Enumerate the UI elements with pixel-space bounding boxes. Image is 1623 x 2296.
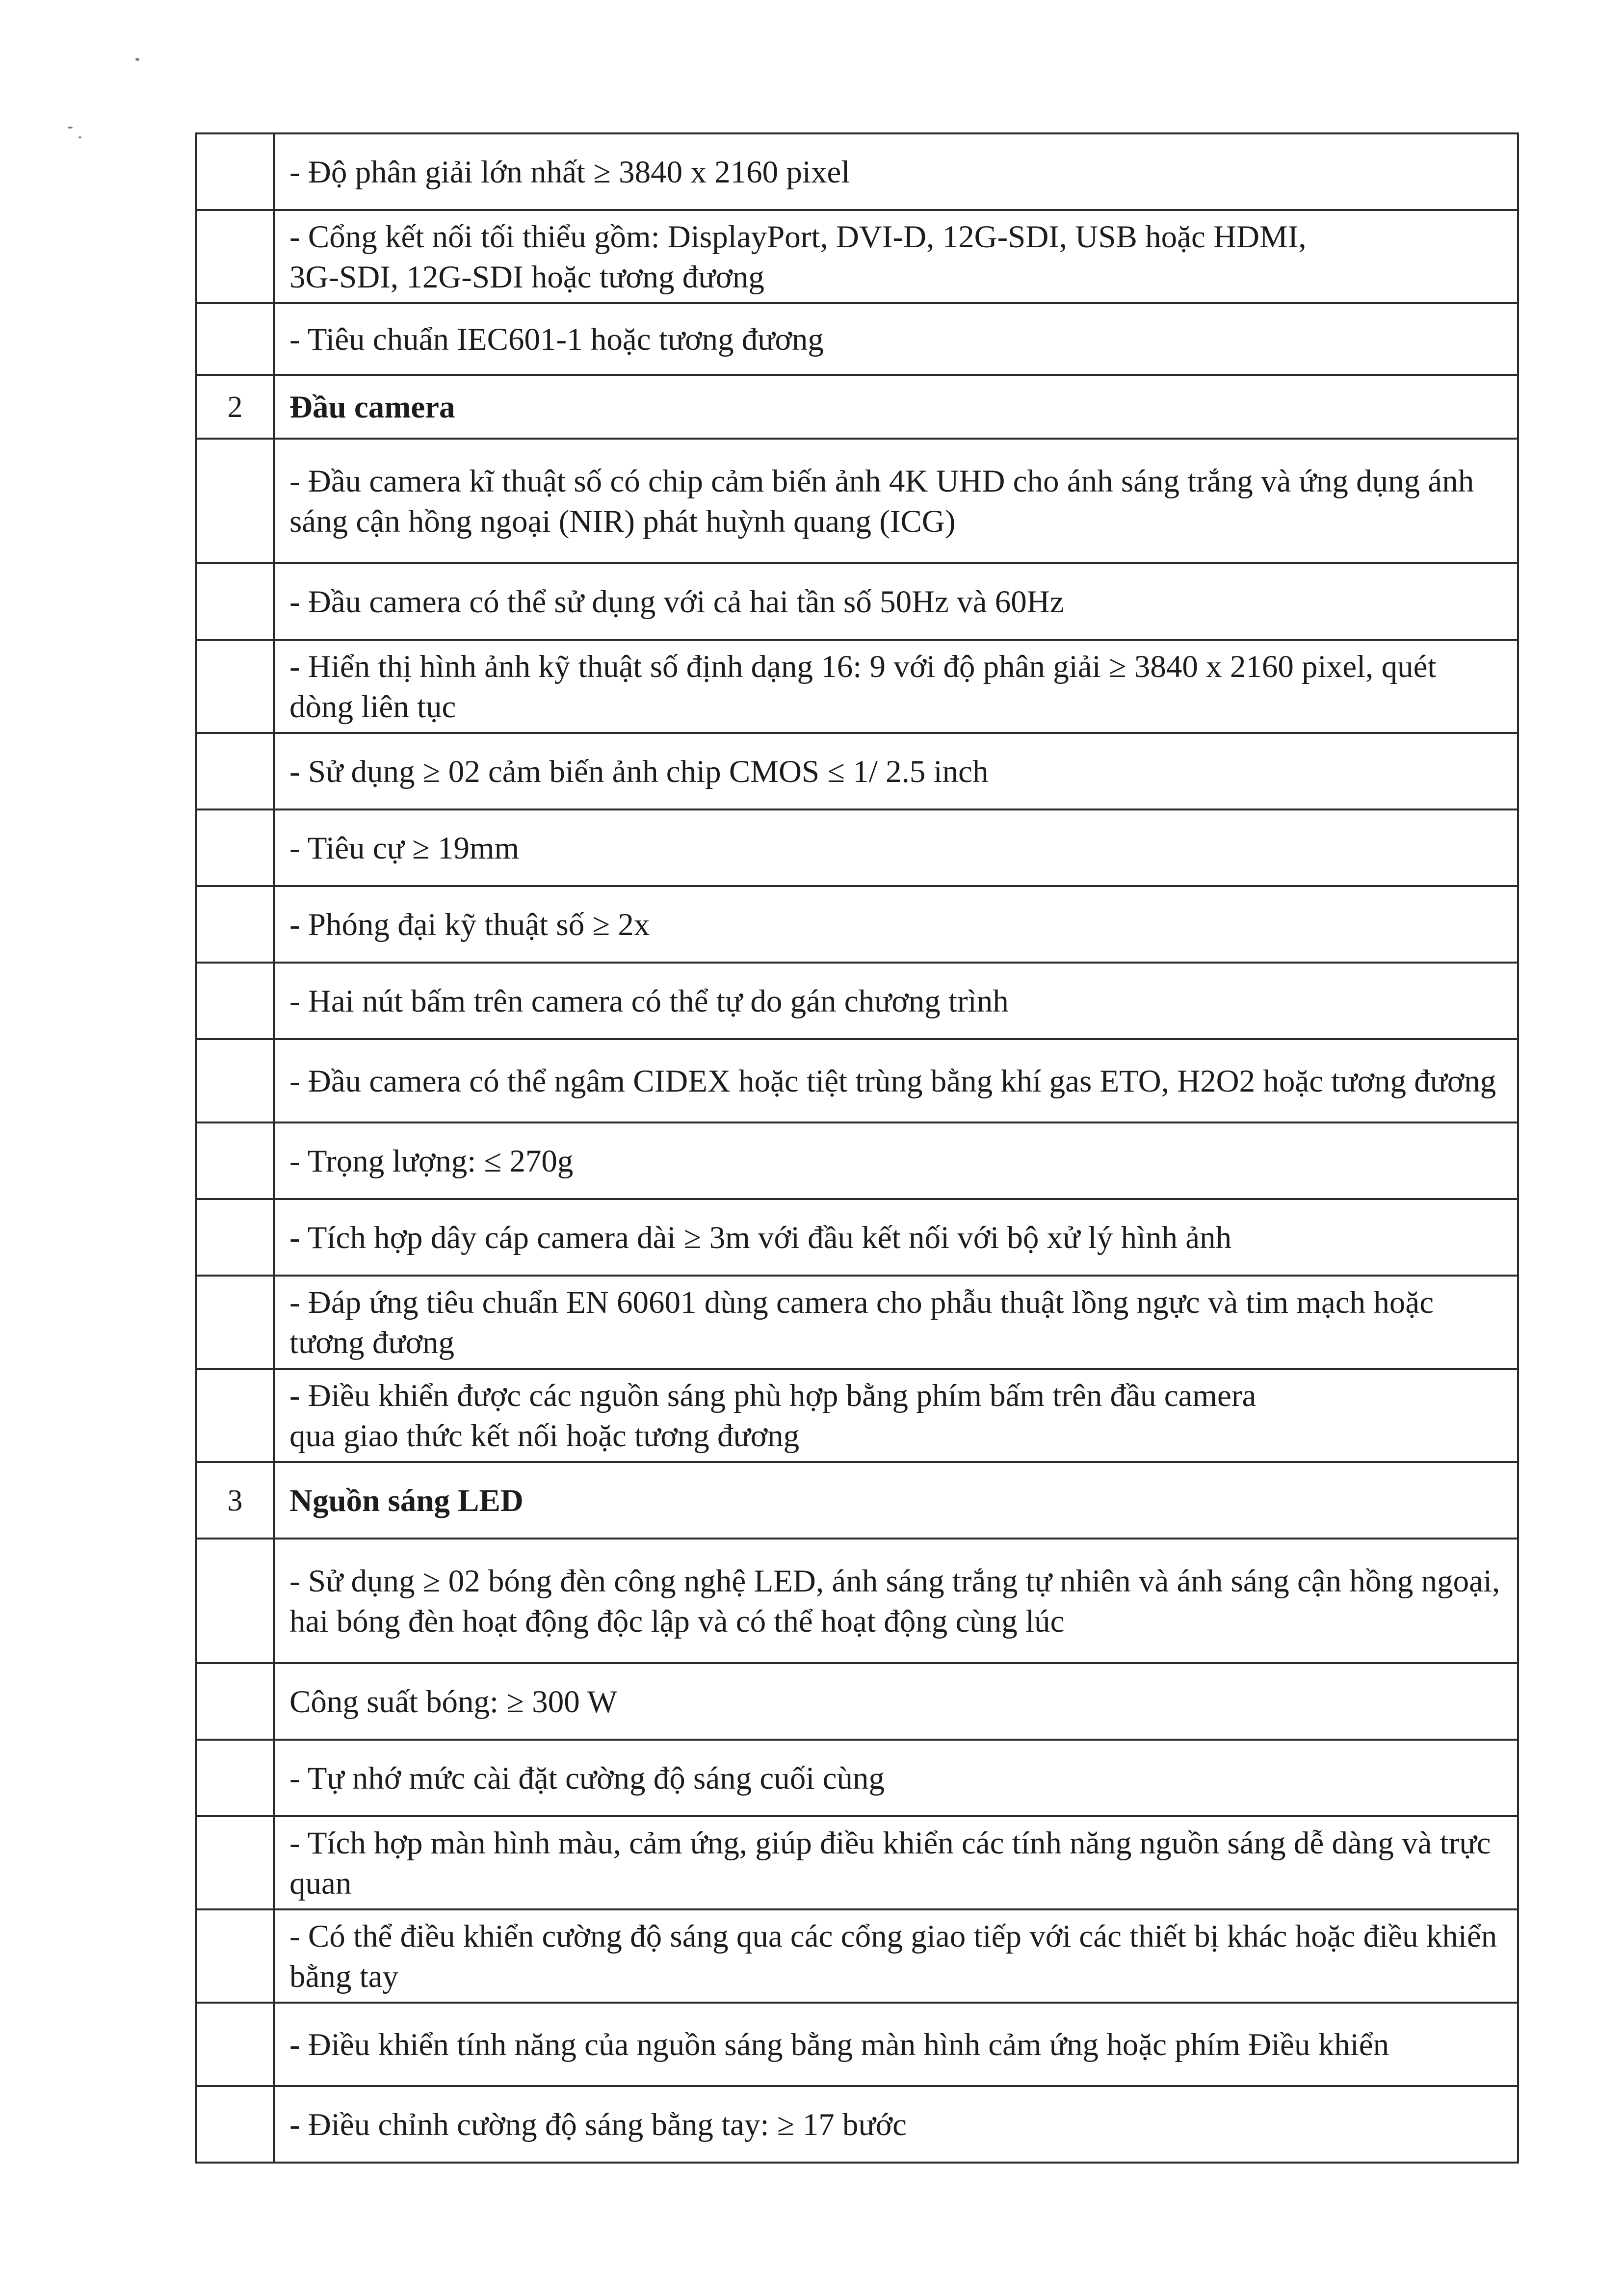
spec-text-cell: - Sử dụng ≥ 02 cảm biến ảnh chip CMOS ≤ 1/ 2.5 inch	[274, 733, 1518, 809]
spec-text-cell: - Đầu camera có thể sử dụng với cả hai tần số 50Hz và 60Hz	[274, 563, 1518, 640]
row-number-cell	[196, 210, 274, 303]
spec-text-cell: - Có thể điều khiển cường độ sáng qua các cổng giao tiếp với các thiết bị khác hoặc điều khiển bằng tay	[274, 1909, 1518, 2003]
spec-text-cell: - Điều khiển được các nguồn sáng phù hợp bằng phím bấm trên đầu camera qua giao thức kết nối hoặc tương đương	[274, 1369, 1518, 1462]
row-number-cell	[196, 1039, 274, 1122]
table-row	[196, 133, 1518, 210]
row-number-cell	[196, 1909, 274, 2003]
row-number-cell	[196, 640, 274, 733]
specification-table-body	[196, 133, 1518, 2163]
table-row	[196, 2003, 1518, 2086]
row-number-cell	[196, 2003, 274, 2086]
spec-text-cell: - Điều chỉnh cường độ sáng bằng tay: ≥ 17 bước	[274, 2086, 1518, 2163]
row-number-cell	[196, 809, 274, 886]
table-row	[196, 1909, 1518, 2003]
table-row	[196, 963, 1518, 1039]
row-number-cell	[196, 886, 274, 963]
table-row	[196, 1039, 1518, 1122]
section-title-cell: Đầu camera	[274, 375, 1518, 439]
row-number-cell	[196, 1539, 274, 1663]
section-number-cell: 2	[196, 375, 274, 439]
spec-text-cell: - Trọng lượng: ≤ 270g	[274, 1122, 1518, 1199]
spec-text-cell: - Tự nhớ mức cài đặt cường độ sáng cuối cùng	[274, 1740, 1518, 1816]
scan-mark	[79, 136, 81, 138]
row-number-cell	[196, 303, 274, 375]
spec-text-cell: - Đáp ứng tiêu chuẩn EN 60601 dùng camera cho phẫu thuật lồng ngực và tim mạch hoặc tương đương	[274, 1276, 1518, 1369]
specification-table	[195, 132, 1519, 2164]
scan-mark	[68, 127, 73, 129]
table-row	[196, 439, 1518, 563]
section-header-row	[196, 375, 1518, 439]
row-number-cell	[196, 1663, 274, 1740]
row-number-cell	[196, 439, 274, 563]
spec-text-cell: Công suất bóng: ≥ 300 W	[274, 1663, 1518, 1740]
row-number-cell	[196, 1369, 274, 1462]
spec-text-cell: - Hai nút bấm trên camera có thể tự do gán chương trình	[274, 963, 1518, 1039]
spec-text-cell: - Độ phân giải lớn nhất ≥ 3840 x 2160 pixel	[274, 133, 1518, 210]
row-number-cell	[196, 1122, 274, 1199]
table-row	[196, 303, 1518, 375]
scan-mark	[135, 58, 139, 61]
table-row	[196, 1276, 1518, 1369]
table-row	[196, 1740, 1518, 1816]
table-row	[196, 640, 1518, 733]
spec-text-cell: - Tiêu cự ≥ 19mm	[274, 809, 1518, 886]
table-row	[196, 210, 1518, 303]
table-row	[196, 1122, 1518, 1199]
table-row	[196, 1816, 1518, 1909]
row-number-cell	[196, 1740, 274, 1816]
section-title-cell: Nguồn sáng LED	[274, 1462, 1518, 1539]
table-row	[196, 2086, 1518, 2163]
spec-text-cell: - Đầu camera kĩ thuật số có chip cảm biến ảnh 4K UHD cho ánh sáng trắng và ứng dụng ánh sáng cận hồng ngoại (NIR) phát huỳnh quang (ICG)	[274, 439, 1518, 563]
section-header-row	[196, 1462, 1518, 1539]
row-number-cell	[196, 133, 274, 210]
spec-text-cell: - Tích hợp màn hình màu, cảm ứng, giúp điều khiển các tính năng nguồn sáng dễ dàng và trực quan	[274, 1816, 1518, 1909]
row-number-cell	[196, 733, 274, 809]
spec-text-cell: - Sử dụng ≥ 02 bóng đèn công nghệ LED, ánh sáng trắng tự nhiên và ánh sáng cận hồng ngoại, hai bóng đèn hoạt động độc lập và có thể hoạt động cùng lúc	[274, 1539, 1518, 1663]
row-number-cell	[196, 1276, 274, 1369]
spec-text-cell: - Tích hợp dây cáp camera dài ≥ 3m với đầu kết nối với bộ xử lý hình ảnh	[274, 1199, 1518, 1276]
spec-text-cell: - Hiển thị hình ảnh kỹ thuật số định dạng 16: 9 với độ phân giải ≥ 3840 x 2160 pixel, quét dòng liên tục	[274, 640, 1518, 733]
spec-text-cell: - Tiêu chuẩn IEC601-1 hoặc tương đương	[274, 303, 1518, 375]
row-number-cell	[196, 963, 274, 1039]
table-row	[196, 809, 1518, 886]
row-number-cell	[196, 2086, 274, 2163]
row-number-cell	[196, 563, 274, 640]
section-number-cell: 3	[196, 1462, 274, 1539]
spec-text-cell: - Phóng đại kỹ thuật số ≥ 2x	[274, 886, 1518, 963]
spec-text-cell: - Cổng kết nối tối thiểu gồm: DisplayPort, DVI-D, 12G-SDI, USB hoặc HDMI, 3G-SDI, 12G-SDI hoặc tương đương	[274, 210, 1518, 303]
table-row	[196, 1539, 1518, 1663]
table-row	[196, 886, 1518, 963]
table-row	[196, 1199, 1518, 1276]
row-number-cell	[196, 1199, 274, 1276]
spec-text-cell: - Điều khiển tính năng của nguồn sáng bằng màn hình cảm ứng hoặc phím Điều khiển	[274, 2003, 1518, 2086]
table-row	[196, 563, 1518, 640]
row-number-cell	[196, 1816, 274, 1909]
table-row	[196, 1369, 1518, 1462]
spec-text-cell: - Đầu camera có thể ngâm CIDEX hoặc tiệt trùng bằng khí gas ETO, H2O2 hoặc tương đương	[274, 1039, 1518, 1122]
table-row	[196, 1663, 1518, 1740]
table-row	[196, 733, 1518, 809]
